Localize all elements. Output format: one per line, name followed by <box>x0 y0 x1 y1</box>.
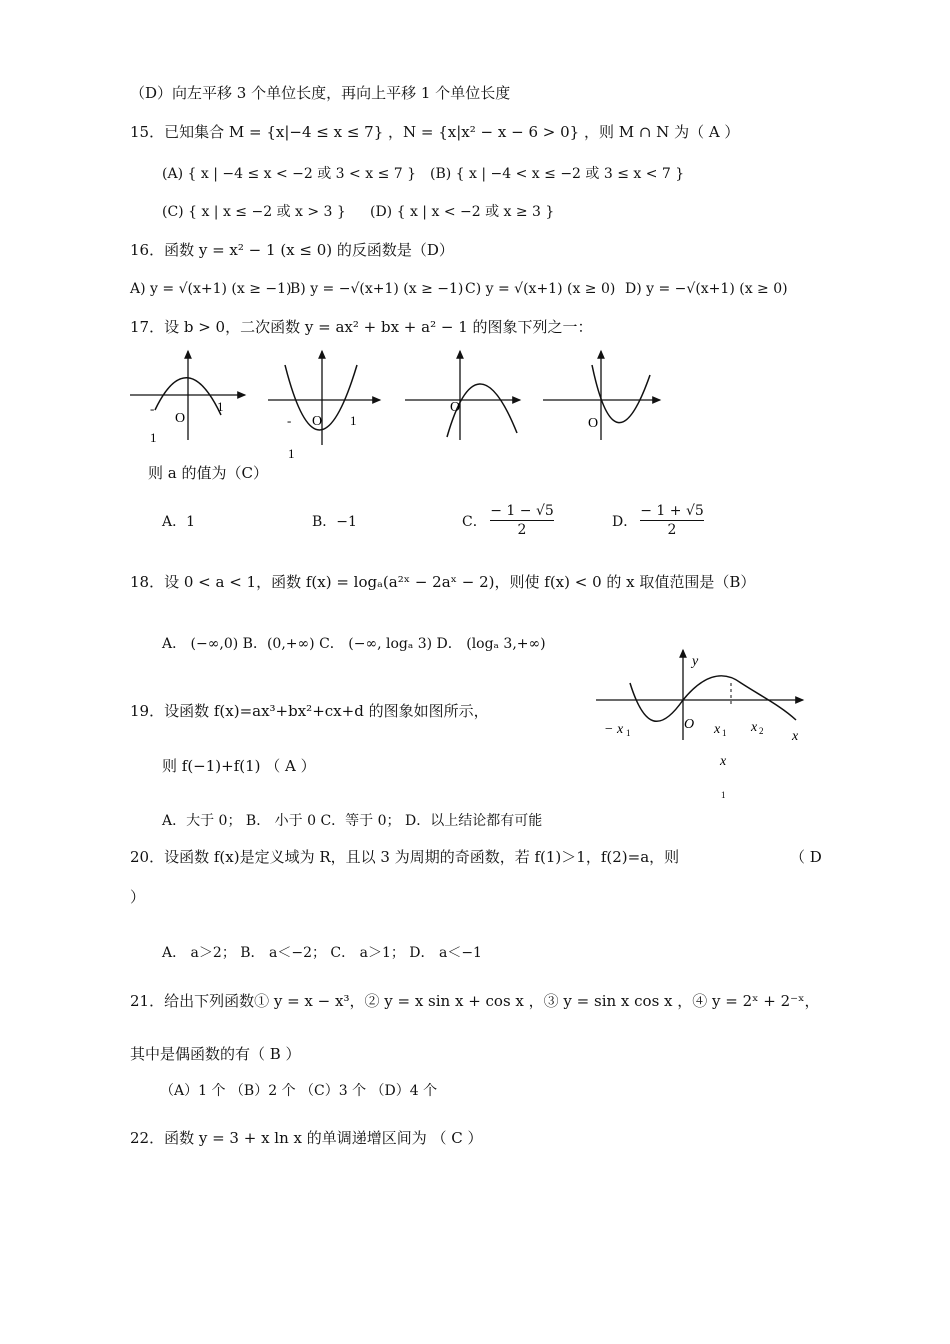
q19-below-x: x <box>720 754 727 769</box>
q19-graph <box>596 648 816 808</box>
q17-graph-1 <box>130 351 245 445</box>
q17-g4-origin: O <box>588 416 599 431</box>
q16-option-a: A) y = √(x+1) (x ≥ −1) <box>130 281 292 297</box>
q17-option-c-denominator: 2 <box>517 522 527 538</box>
q19-options: A．大于 0； B． 小于 0 C．等于 0； D．以上结论都有可能 <box>162 813 543 829</box>
q17-graph-4 <box>543 351 660 440</box>
q19-stem: 19．设函数 f(x)=ax³+bx²+cx+d 的图象如图所示， <box>130 702 489 720</box>
q15-option-a: (A) { x | −4 ≤ x < −2 或 3 < x ≤ 7 } <box>162 166 417 182</box>
q19-below-1: 1 <box>721 790 726 800</box>
q16-stem: 16．函数 y = x² − 1 (x ≤ 0) 的反函数是（D） <box>130 241 454 259</box>
q17-g2-right: 1 <box>350 413 357 428</box>
q17-g1-left-bot: 1 <box>150 430 157 445</box>
q17-g1-right: 1 <box>217 399 224 414</box>
q17-option-d-denominator: 2 <box>667 522 677 538</box>
q20-close: ） <box>130 888 146 906</box>
q17-g3-origin: O <box>450 400 461 415</box>
q17-option-d-label: D． <box>612 514 638 530</box>
q19-neg-x1: − x <box>604 722 624 737</box>
q17-g2-left-bot: 1 <box>288 446 295 461</box>
q18-stem: 18．设 0 < a < 1，函数 f(x) = logₐ(a²ˣ − 2aˣ − 2)，则使 f(x) < 0 的 x 取值范围是（B） <box>130 573 756 591</box>
q17-g2-origin: O <box>312 414 323 429</box>
q17-g1-origin: O <box>175 411 186 426</box>
q15-option-d: (D) { x | x < −2 或 x ≥ 3 } <box>370 204 555 220</box>
q19-x2: x <box>751 720 758 735</box>
q17-graph-3 <box>405 351 520 440</box>
q15-option-c: (C) { x | x ≤ −2 或 x > 3 } <box>162 204 346 220</box>
q17-graph-2 <box>268 351 380 461</box>
q15-option-b: (B) { x | −4 < x ≤ −2 或 3 ≤ x < 7 } <box>430 166 685 182</box>
q20-options: A． a＞2； B． a＜−2； C． a＞1； D． a＜−1 <box>162 945 482 961</box>
q15-stem: 15．已知集合 M = {x|−4 ≤ x ≤ 7} ，N = {x|x² − x − 6 > 0} ，则 M ∩ N 为（ A ） <box>130 123 740 141</box>
q19-neg-x1-sub: 1 <box>626 728 631 738</box>
q20-answer: （ D <box>790 848 822 866</box>
q21-ask: 其中是偶函数的有（ B ） <box>130 1045 301 1063</box>
q19-ask: 则 f(−1)+f(1) （ A ） <box>162 757 316 775</box>
q17-option-c-label: C． <box>462 514 487 530</box>
q18-options: A． (−∞,0) B．(0,+∞) C． (−∞, logₐ 3) D． (logₐ 3,+∞) <box>162 636 546 652</box>
q17-option-b: B．−1 <box>312 514 357 530</box>
q19-y-label: y <box>692 654 699 669</box>
q19-x2-sub: 2 <box>759 726 764 736</box>
q16-option-d: D) y = −√(x+1) (x ≥ 0) <box>625 281 788 297</box>
q21-options: （A）1 个 （B）2 个 （C）3 个 （D）4 个 <box>160 1083 438 1099</box>
q19-x1-sub: 1 <box>722 728 727 738</box>
q17-g1-left-top: - <box>150 401 155 416</box>
q16-option-b: B) y = −√(x+1) (x ≥ −1) <box>290 281 464 297</box>
q17-graphs <box>125 345 670 461</box>
q17-option-d-numerator: − 1 + √5 <box>640 503 704 519</box>
q17-option-c-fraction <box>490 503 554 538</box>
q20-stem: 20．设函数 f(x)是定义域为 R，且以 3 为周期的奇函数，若 f(1)＞1，f(2)=a，则 <box>130 848 680 866</box>
q17-option-d-fraction <box>640 503 704 538</box>
q19-origin: O <box>684 717 695 732</box>
q17-option-a: A．1 <box>162 514 196 530</box>
q14-option-d: （D）向左平移 3 个单位长度，再向上平移 1 个单位长度 <box>130 84 511 102</box>
q22-stem: 22．函数 y = 3 + x ln x 的单调递增区间为 （ C ） <box>130 1129 483 1147</box>
q17-stem: 17．设 b > 0，二次函数 y = ax² + bx + a² − 1 的图象下列之一： <box>130 318 593 336</box>
q19-x-label: x <box>792 729 799 744</box>
q17-option-c-numerator: − 1 − √5 <box>490 503 554 519</box>
q16-option-c: C) y = √(x+1) (x ≥ 0) <box>465 281 616 297</box>
q17-ask: 则 a 的值为（C） <box>148 464 268 482</box>
q19-x1: x <box>714 722 721 737</box>
q17-g2-left-top: - <box>287 413 292 428</box>
q21-stem: 21．给出下列函数① y = x − x³，② y = x sin x + cos x ，③ y = sin x cos x ，④ y = 2ˣ + 2⁻ˣ， <box>130 992 820 1010</box>
